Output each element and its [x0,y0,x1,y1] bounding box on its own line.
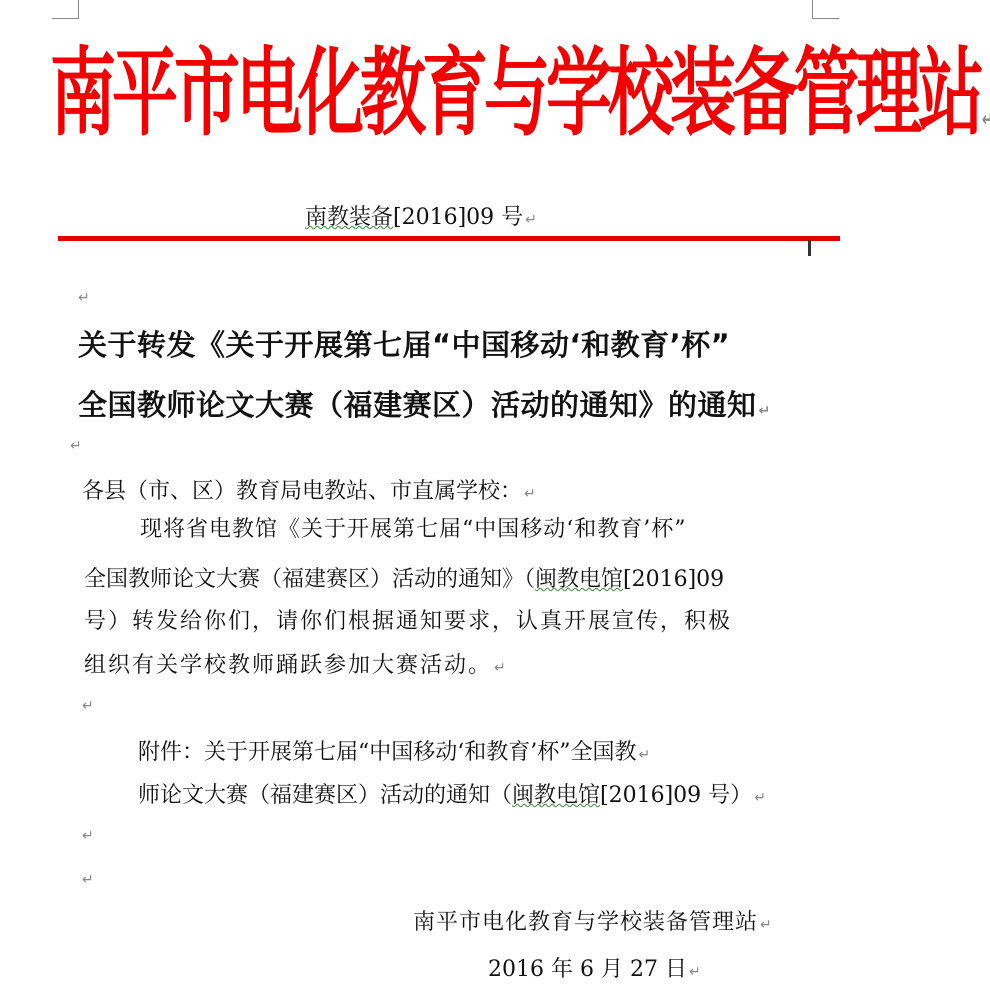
empty-paragraph: ↵ [82,872,94,888]
body-paragraph-line4: 组织有关学校教师踊跃参加大赛活动。 ↵ [84,653,508,678]
crop-mark-top-left [52,0,79,19]
empty-paragraph: ↵ [82,698,94,714]
signature-date: 2016 年 6 月 27 日 ↵ [488,957,701,982]
attachment-line2: 师论文大赛（福建赛区）活动的通知（闽教电馆[2016]09 号） ↵ [138,783,766,808]
empty-paragraph: ↵ [82,828,94,844]
document-heading-line1: 关于转发《关于开展第七届“中国移动‘和教育’杯” [78,328,731,362]
addressee-line: 各县（市、区）教育局电教站、市直属学校： ↵ [82,479,536,504]
crop-mark-top-right [812,0,839,19]
body-paragraph-line3: 号）转发给你们，请你们根据通知要求，认真开展宣传，积极 [84,609,733,634]
document-reference-number: 南教装备[2016]09 号 ↵ [305,205,537,230]
document-heading-line2: 全国教师论文大赛（福建赛区）活动的通知》的通知 ↵ [78,388,771,422]
signature-organization: 南平市电化教育与学校装备管理站 ↵ [413,910,773,935]
body-paragraph-line2: 全国教师论文大赛（福建赛区）活动的通知》（闽教电馆[2016]09 [84,567,725,592]
attachment-line1: 附件：关于开展第七届“中国移动‘和教育’杯”全国教 ↵ [138,740,651,765]
letterhead-red-rule [58,236,840,241]
letterhead-title: 南平市电化教育与学校装备管理站 ↵ [50,37,990,149]
text-cursor [808,240,811,256]
body-paragraph-line1: 现将省电教馆《关于开展第七届“中国移动‘和教育’杯” [140,517,687,542]
empty-paragraph: ↵ [70,438,82,454]
empty-paragraph: ↵ [78,290,90,306]
